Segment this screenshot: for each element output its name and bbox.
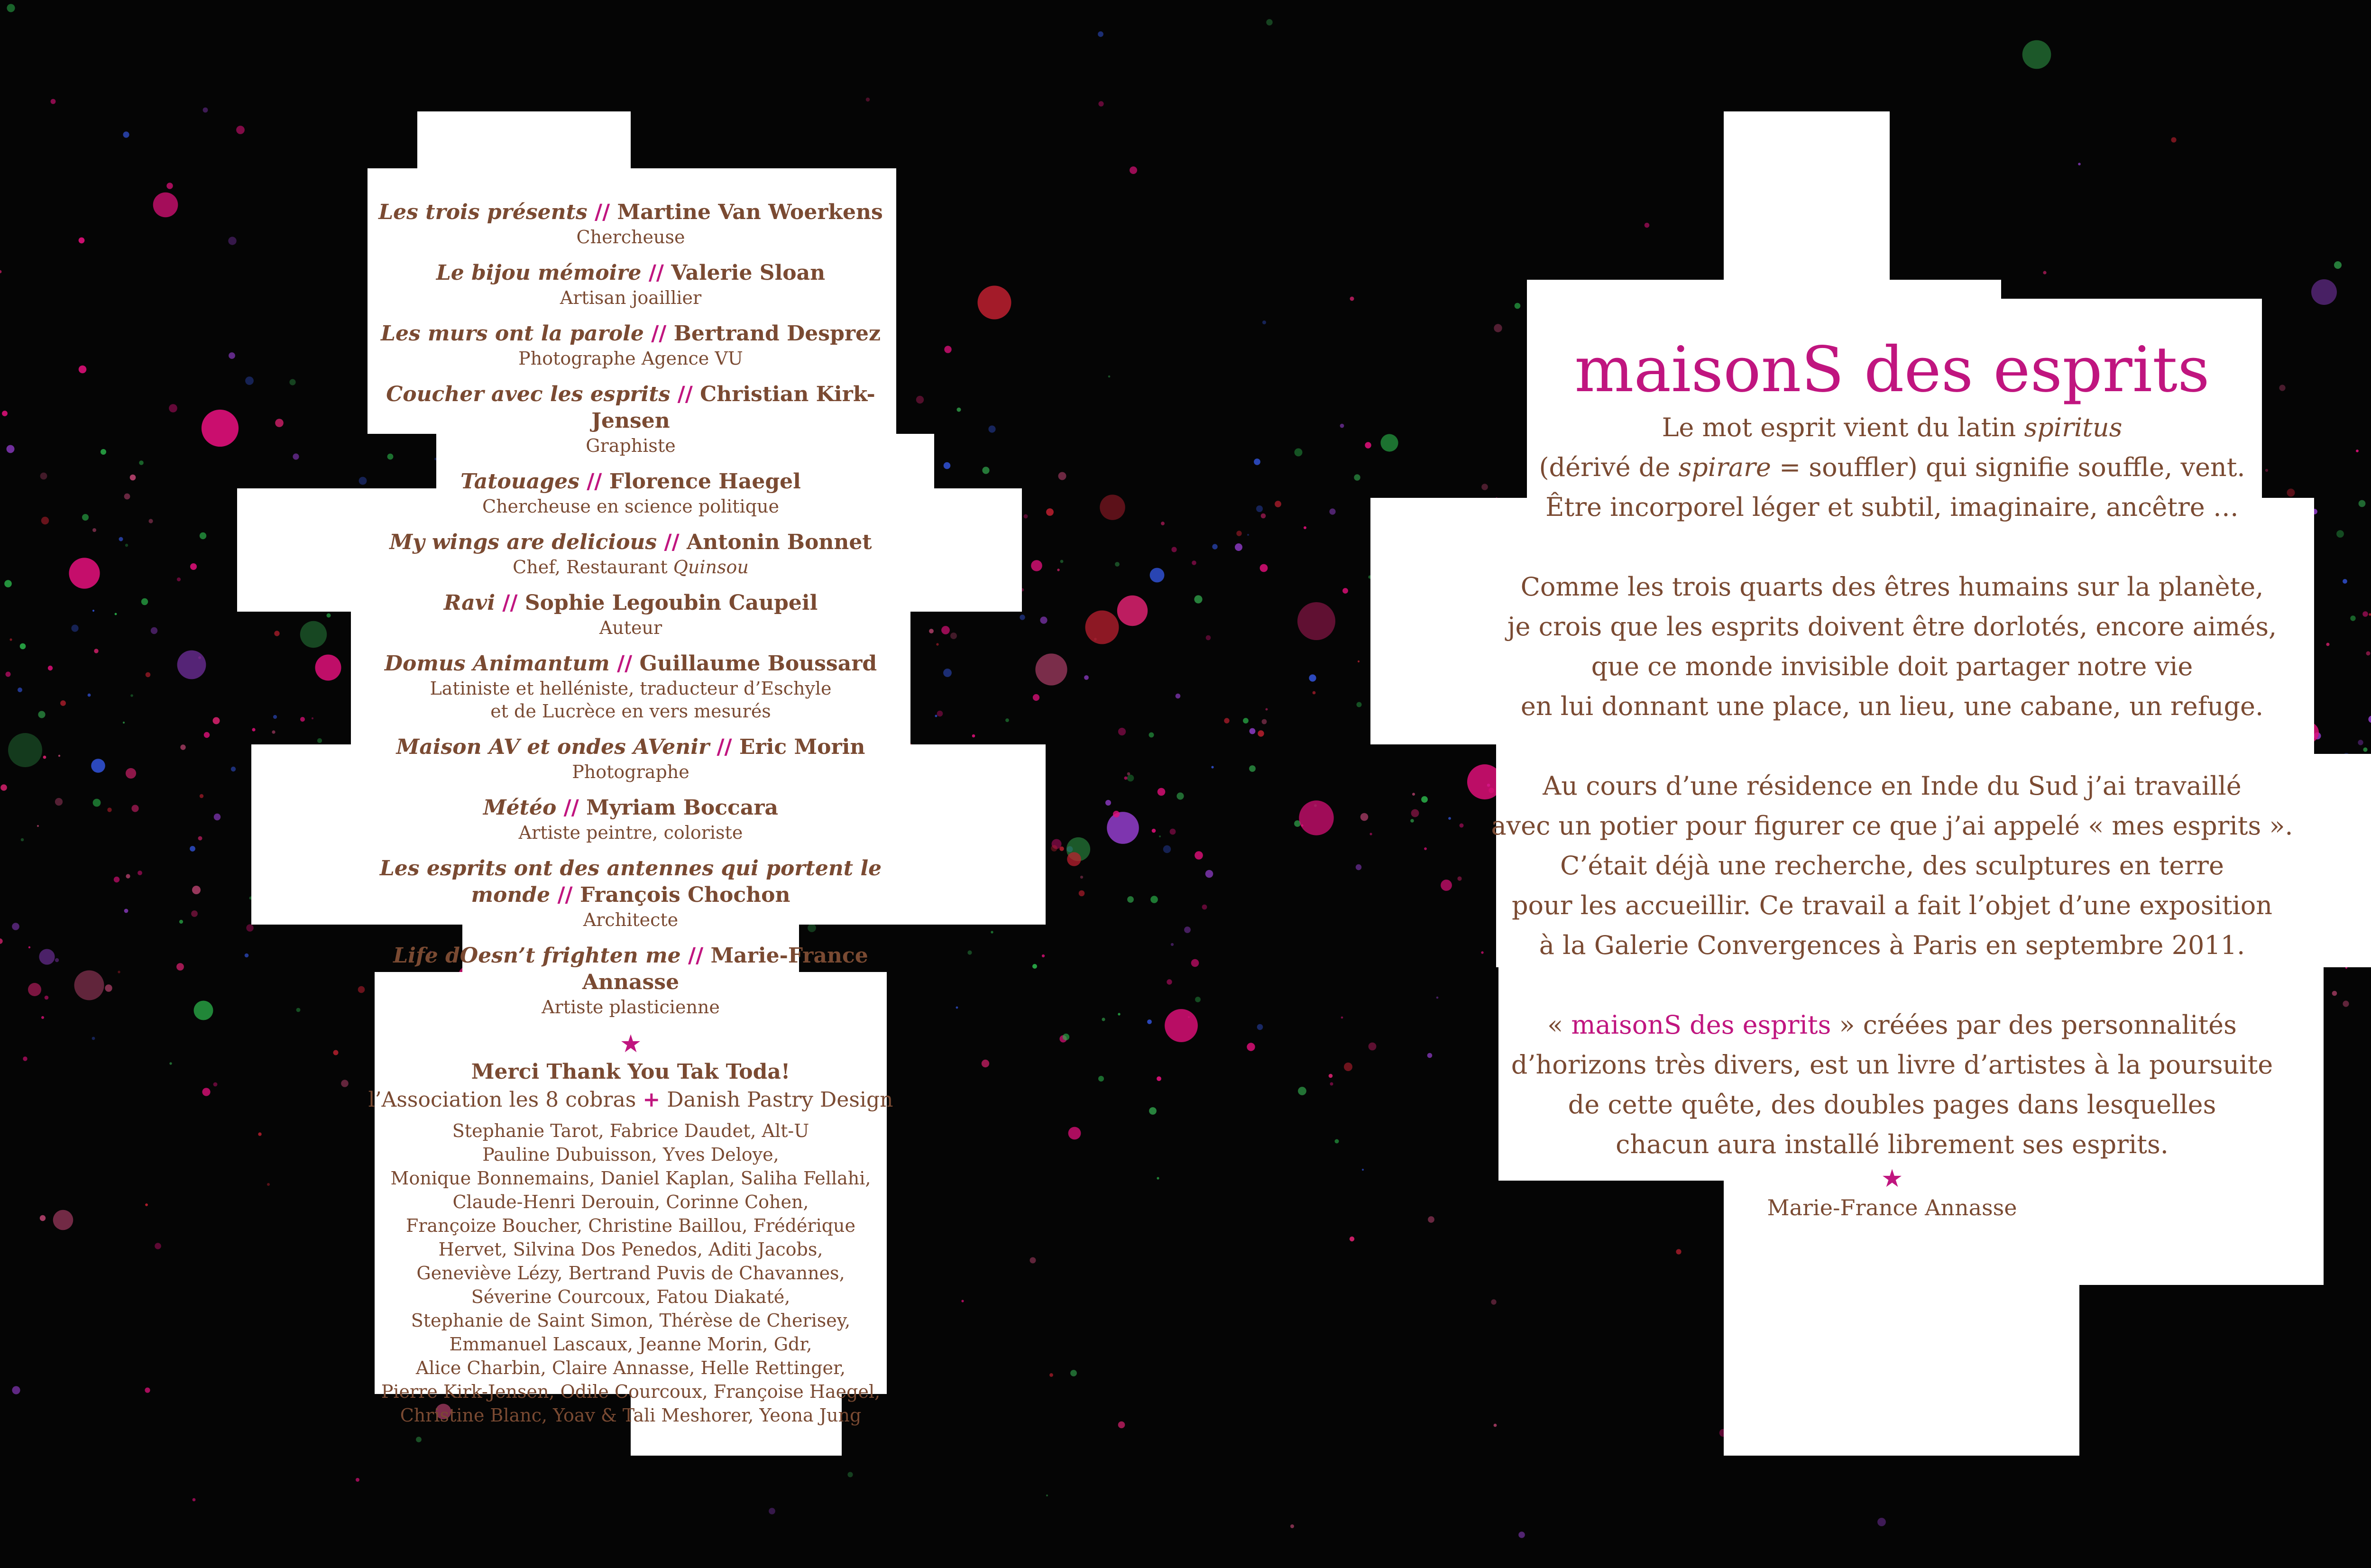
credit-heading [356, 199, 906, 226]
credit-heading [356, 529, 906, 556]
separator: // [595, 200, 610, 224]
credits-list [356, 199, 906, 1018]
book-title-highlight: maisonS des esprits [1571, 1010, 1831, 1040]
separator: // [717, 735, 732, 759]
credits-column [356, 199, 906, 1427]
intro-line: Le mot esprit vient du latin [1662, 413, 2016, 442]
thanks-names-list [356, 1119, 906, 1427]
credit-entry [356, 590, 906, 639]
work-title: Tatouages [460, 469, 579, 494]
credit-entry [356, 855, 906, 931]
work-title: Domus Animantum [384, 651, 610, 676]
contributor-name: Martine Van Woerkens [617, 200, 883, 224]
credit-heading [356, 734, 906, 761]
role-text: Photographe [572, 761, 689, 782]
credit-heading [356, 855, 906, 908]
plus-sign: + [643, 1088, 661, 1112]
thanks-name-line: Emmanuel Lascaux, Jeanne Morin, Gdr, [449, 1334, 812, 1355]
intro-latin-word: spiritus [2024, 413, 2123, 442]
belief-paragraph [1389, 567, 2371, 726]
credit-entry [356, 260, 906, 309]
role-text: Latiniste et helléniste, traducteur d’Eschyle [430, 678, 832, 699]
author-signature: Marie-France Annasse [1767, 1195, 2017, 1220]
thanks-name-line: Claude-Henri Derouin, Corinne Cohen, [452, 1192, 809, 1212]
work-title: Le bijou mémoire [436, 261, 642, 285]
thanks-name-line: Pierre Kirk-Jensen, Odile Courcoux, Françoise Haegel, [381, 1381, 881, 1402]
role-text: Architecte [583, 909, 679, 930]
role-text: Chercheuse [576, 227, 685, 248]
contributor-name: Valerie Sloan [671, 261, 826, 285]
contributor-role [356, 908, 906, 931]
role-text: Auteur [599, 617, 662, 638]
work-title: Ravi [443, 591, 496, 615]
credit-entry [356, 795, 906, 844]
role-text: Chef, Restaurant [513, 557, 668, 578]
credit-entry [356, 468, 906, 518]
contributor-role [356, 677, 906, 700]
paragraph-line: que ce monde invisible doit partager notre vie [1591, 651, 2193, 681]
intro-latin-verb: spirare [1678, 452, 1771, 482]
role-text: Chercheuse en science politique [482, 496, 779, 517]
credit-heading [356, 943, 906, 996]
paragraph-line: pour les accueillir. Ce travail a fait l’objet d’une exposition [1511, 890, 2273, 920]
work-title: Les murs ont la parole [381, 321, 644, 346]
work-title: Les trois présents [378, 200, 588, 224]
separator: // [617, 651, 633, 676]
residency-paragraph [1389, 766, 2371, 965]
work-title: Maison AV et ondes AVenir [396, 735, 710, 759]
paragraph-line: Au cours d’une résidence en Inde du Sud j’ai travaillé [1543, 771, 2242, 801]
contributor-name: François Chochon [579, 883, 790, 907]
contributor-role [356, 347, 906, 370]
contributor-role [356, 556, 906, 578]
contributor-role [356, 821, 906, 844]
work-title: Météo [483, 796, 557, 820]
credit-heading [356, 381, 906, 434]
right-panel-block [1724, 111, 1890, 282]
paragraph-line: » créées par des personnalités [1839, 1010, 2237, 1040]
credit-entry [356, 651, 906, 723]
contributor-name: Marie-France Annasse [582, 944, 868, 994]
contributor-role [356, 761, 906, 783]
thanks-name-line: Hervet, Silvina Dos Penedos, Aditi Jacobs, [438, 1239, 823, 1260]
separator: // [502, 591, 518, 615]
star-icon: ★ [1881, 1165, 1903, 1193]
paragraph-line: avec un potier pour figurer ce que j’ai appelé « mes esprits ». [1491, 811, 2293, 841]
credit-entry [356, 321, 906, 370]
left-panel-block [417, 111, 631, 173]
paragraph-line: à la Galerie Convergences à Paris en septembre 2011. [1539, 930, 2245, 960]
credit-heading [356, 260, 906, 286]
thanks-name-line: Monique Bonnemains, Daniel Kaplan, Saliha Fellahi, [390, 1168, 871, 1189]
thanks-heading: Merci Thank You Tak Toda! [471, 1060, 790, 1084]
paragraph-line: en lui donnant une place, un lieu, une cabane, un refuge. [1520, 691, 2264, 721]
credit-entry [356, 529, 906, 578]
thanks-name-line: Stephanie Tarot, Fabrice Daudet, Alt-U [452, 1120, 809, 1141]
contributor-role [356, 286, 906, 309]
work-title: Life dOesn’t frighten me [393, 944, 681, 968]
separator: // [677, 382, 693, 406]
separator: // [651, 321, 667, 346]
contributor-role [356, 495, 906, 518]
intro-line: (dérivé de [1539, 452, 1671, 482]
page-title: maisonS des esprits [1574, 333, 2210, 406]
contributor-role [356, 434, 906, 457]
work-title: My wings are delicious [389, 530, 657, 554]
role-text: Artiste plasticienne [542, 997, 720, 1018]
thanks-name-line: Séverine Courcoux, Fatou Diakaté, [471, 1286, 790, 1307]
work-title: Les esprits ont des antennes qui portent le monde [379, 856, 882, 907]
contributor-name: Bertrand Desprez [673, 321, 881, 346]
contributor-name: Antonin Bonnet [686, 530, 872, 554]
right-panel-block [1527, 280, 2001, 301]
separator: // [688, 944, 704, 968]
separator: // [587, 469, 602, 494]
separator: // [648, 261, 664, 285]
intro-column [1389, 332, 2371, 1222]
contributor-name: Florence Haegel [609, 469, 801, 494]
credit-entry [356, 943, 906, 1018]
thanks-name-line: Alice Charbin, Claire Annasse, Helle Rettinger, [415, 1357, 846, 1378]
separator: // [563, 796, 579, 820]
contributor-role [356, 996, 906, 1018]
separator: // [664, 530, 680, 554]
contributor-name: Sophie Legoubin Caupeil [524, 591, 818, 615]
intro-line: = souffler) qui signifie souffle, vent. [1779, 452, 2245, 482]
work-title: Coucher avec les esprits [386, 382, 671, 406]
credit-heading [356, 651, 906, 677]
role-text: Graphiste [586, 435, 676, 456]
intro-paragraph [1389, 408, 2371, 527]
association-line [356, 1086, 906, 1114]
credit-heading [356, 590, 906, 616]
paragraph-line: chacun aura installé librement ses esprits. [1616, 1129, 2169, 1159]
thanks-name-line: Françoize Boucher, Christine Baillou, Frédérique [405, 1215, 856, 1236]
role-text: Artiste peintre, coloriste [518, 822, 743, 843]
thanks-name-line: Christine Blanc, Yoav & Tali Meshorer, Yeona Jung [400, 1405, 862, 1426]
contributor-name: Guillaume Boussard [639, 651, 877, 676]
design-studio-name: Danish Pastry Design [667, 1088, 893, 1112]
credit-entry [356, 199, 906, 248]
contributor-role: et de Lucrèce en vers mesurés [490, 701, 771, 722]
contributor-role [356, 616, 906, 639]
contributor-name: Myriam Boccara [586, 796, 779, 820]
credit-heading [356, 795, 906, 821]
contributor-name: Christian Kirk-Jensen [591, 382, 875, 433]
contributor-role [356, 226, 906, 248]
paragraph-line: je crois que les esprits doivent être dorlotés, encore aimés, [1507, 612, 2277, 642]
association-name: l’Association les 8 cobras [368, 1088, 636, 1112]
quote-mark: « [1547, 1010, 1563, 1040]
paragraph-line: de cette quête, des doubles pages dans lesquelles [1568, 1090, 2216, 1119]
paragraph-line: d’horizons très divers, est un livre d’artistes à la poursuite [1511, 1050, 2273, 1080]
role-text: Artisan joaillier [560, 287, 702, 308]
credit-heading [356, 321, 906, 347]
credit-entry [356, 734, 906, 783]
star-icon: ★ [619, 1030, 642, 1058]
thanks-name-line: Stephanie de Saint Simon, Thérèse de Cherisey, [411, 1310, 851, 1331]
intro-line: Être incorporel léger et subtil, imaginaire, ancêtre … [1545, 492, 2239, 522]
book-paragraph [1389, 1005, 2371, 1165]
paragraph-line: C’était déjà une recherche, des sculptures en terre [1560, 851, 2224, 880]
thanks-name-line: Pauline Dubuisson, Yves Deloye, [482, 1144, 779, 1165]
contributor-name: Eric Morin [739, 735, 865, 759]
separator: // [557, 883, 573, 907]
paragraph-line: Comme les trois quarts des êtres humains sur la planète, [1520, 572, 2264, 602]
thanks-name-line: Geneviève Lézy, Bertrand Puvis de Chavannes, [416, 1263, 845, 1284]
credit-entry [356, 381, 906, 457]
credit-heading [356, 468, 906, 495]
role-text: Photographe Agence VU [518, 348, 743, 369]
restaurant-name: Quinsou [673, 557, 749, 578]
